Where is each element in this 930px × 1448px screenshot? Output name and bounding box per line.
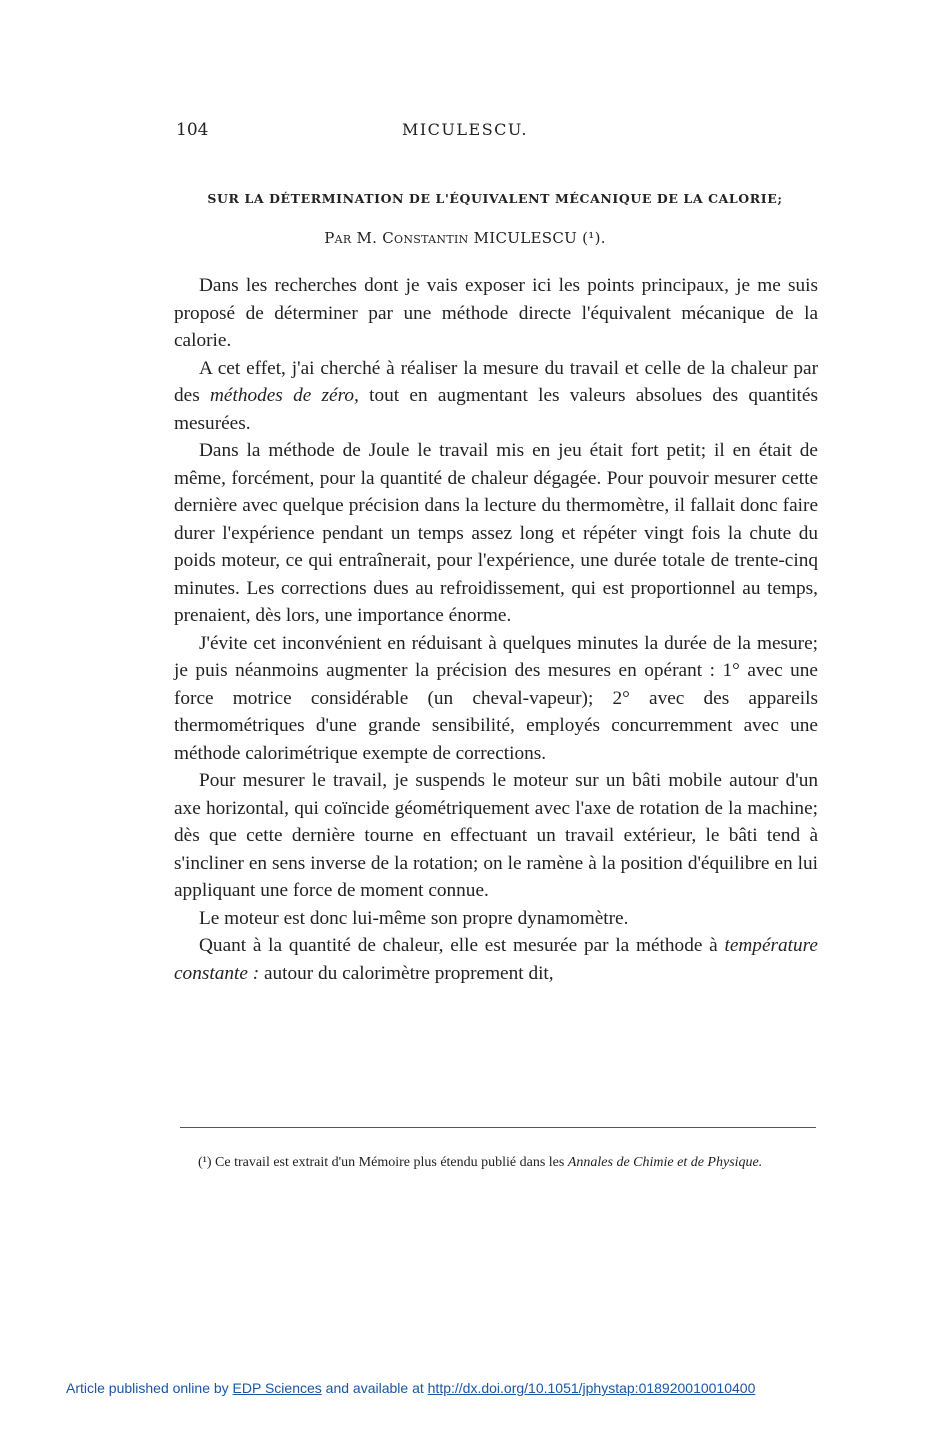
paragraph-7-text: Quant à la quantité de chaleur, elle est mesurée par la méthode à — [199, 935, 725, 956]
body-text — [174, 272, 818, 987]
publisher-prefix: Article published online by — [66, 1380, 233, 1396]
running-head: MICULESCU. — [401, 120, 529, 139]
paragraph-7 — [174, 932, 818, 987]
paragraph-7-emphasis: température constante : — [174, 935, 818, 984]
paragraph-1: Dans les recherches dont je vais exposer ici les points principaux, je me suis proposé de déterminer par une méthode directe l'équivalent mécanique de la calorie. — [174, 275, 818, 351]
article-title: SUR LA DÉTERMINATION DE L'ÉQUIVALENT MÉCANIQUE DE LA CALORIE; — [207, 191, 783, 206]
publisher-line — [66, 1380, 755, 1396]
paragraph-7-text-end: autour du calorimètre proprement dit, — [259, 962, 554, 984]
footnote-rule — [180, 1127, 816, 1128]
paragraph-6: Le moteur est donc lui-même son propre dynamomètre. — [199, 907, 629, 929]
paragraph-2-emphasis: méthodes de zéro, — [209, 385, 359, 406]
publisher-link[interactable]: EDP Sciences — [232, 1380, 322, 1396]
doi-link[interactable]: http://dx.doi.org/10.1051/jphystap:018920010010400 — [427, 1380, 756, 1396]
footnote — [180, 1152, 820, 1173]
author-name: MICULESCU — [473, 229, 578, 247]
byline — [0, 229, 930, 247]
byline-prefix: Par M. Constantin — [324, 229, 469, 247]
footnote-journal: Annales de Chimie et de Physique. — [567, 1155, 763, 1170]
publisher-middle: and available at — [321, 1380, 428, 1396]
footnote-marker: (¹). — [582, 229, 606, 247]
paragraph-4: J'évite cet inconvénient en réduisant à quelques minutes la durée de la mesure; je puis néanmoins augmenter la précision des mesures en opérant : 1° avec une force motrice considérable (un cheval-vapeur); 2° avec des appareils thermométriques d'une grande sensibilité, employés concurremment avec une méthode calorimétrique exempte de corrections. — [174, 632, 818, 764]
paragraph-2 — [174, 355, 818, 438]
paragraph-2-text-end: tout en augmentant les valeurs absolues des quantités mesurées. — [174, 385, 818, 434]
paragraph-3: Dans la méthode de Joule le travail mis en jeu était fort petit; il en était de même, forcément, pour la quantité de chaleur dégagée. Pour pouvoir mesurer cette dernière avec quelque précision dans la lecture du thermomètre, il fallait donc faire durer l'expérience pendant un temps assez long et répéter vingt fois la chute du poids moteur, ce qui entraînerait, pour l'expérience, une durée totale de trente-cinq minutes. Les corrections dues au refroidissement, qui est proportionnel au temps, prenaient, dès lors, une importance énorme. — [174, 440, 818, 626]
footnote-text: (¹) Ce travail est extrait d'un Mémoire plus étendu publié dans les — [198, 1155, 568, 1170]
page-number: 104 — [176, 120, 209, 140]
paragraph-5: Pour mesurer le travail, je suspends le moteur sur un bâti mobile autour d'un axe horizontal, qui coïncide géométriquement avec l'axe de rotation de la machine; dès que cette dernière tourne en effectuant un travail extérieur, le bâti tend à s'incliner en sens inverse de la rotation; on le ramène à la position d'équilibre en lui appliquant une force de moment connue. — [174, 770, 818, 901]
paragraph-2-text: A cet effet, j'ai cherché à réaliser la mesure du travail et celle de la chaleur par des — [174, 357, 818, 406]
